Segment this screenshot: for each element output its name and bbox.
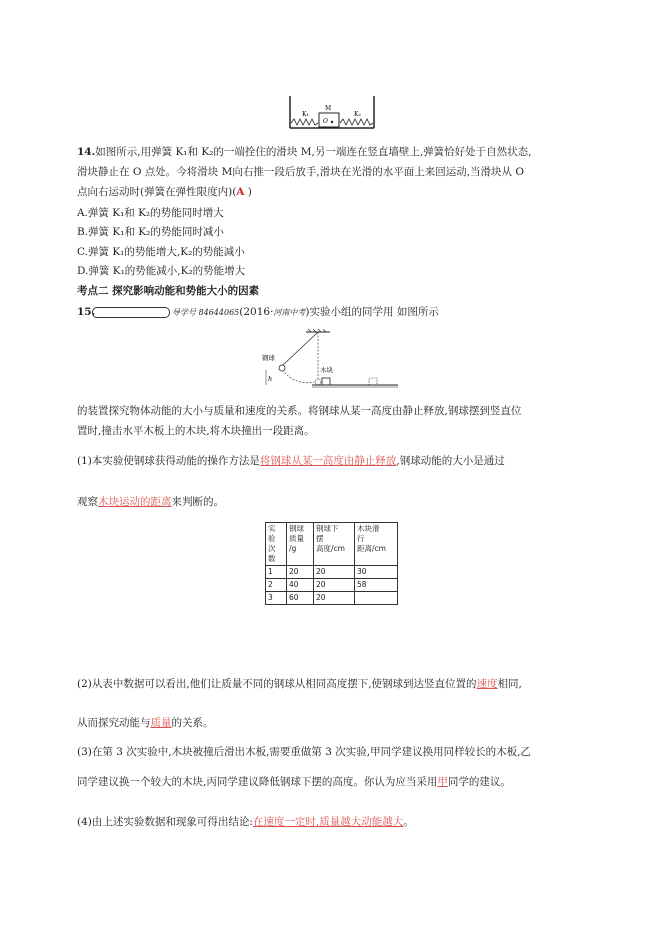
q14-text1: 如图所示,用弹簧 K₁和 K₂的一端拴住的滑块 M,另一端连在竖直墙壁上,弹簧恰好处于自然状态, (95, 146, 532, 158)
p4-pre: (4)由上述实验数据和现象可得出结论: (77, 816, 253, 828)
cell: 40 (287, 579, 314, 592)
height-label: h (268, 375, 273, 383)
p1-pre: (1)本实验使钢球获得动能的操作方法是 (77, 455, 260, 467)
q14-option-d: D.弹簧 K₁的势能减小,K₂的势能增大 (77, 265, 246, 277)
cell: 1 (266, 566, 287, 579)
table-row (266, 579, 398, 592)
p3-post: 同学的建议。 (447, 776, 511, 788)
q14-text3: 点向右运动时(弹簧在弹性限度内)( (77, 186, 237, 198)
q14-line1 (77, 145, 532, 159)
table-header-row (266, 523, 398, 566)
experiment-table (265, 522, 398, 605)
m-label: M (325, 105, 332, 112)
q15-desc1: 的装置探究物体动能的大小与质量和速度的关系。将钢球从某一高度由静止释放,钢球摆到竖直位 (77, 405, 522, 417)
q15-part4 (77, 815, 414, 829)
section-heading: 考点二 探究影响动能和势能大小的因素 (77, 285, 260, 297)
spring-slider-figure (288, 92, 376, 132)
cell: 30 (355, 566, 398, 579)
p2-answer-2: 质量 (150, 717, 172, 729)
p1-mid: ,钢球动能的大小是通过 (396, 455, 505, 467)
cell: 3 (266, 592, 287, 605)
q14-line2: 滑块静止在 O 点处。今将滑块 M向右推一段后放手,滑块在光滑的水平面上来回运动,当滑块从 O (77, 166, 524, 178)
q15-tag: 导学号 84644065 (172, 308, 240, 317)
q14-option-b: B.弹簧 K₁和 K₂的势能同时减小 (77, 226, 224, 238)
header-mass: 钢球 质量 /g (287, 523, 314, 566)
q15-part1-line1 (77, 454, 505, 468)
cell (355, 592, 398, 605)
q14-text3-end: ) (244, 186, 252, 198)
block-label: 木块 (320, 366, 333, 374)
q14-line3 (77, 185, 252, 199)
k2-label: K₂ (354, 111, 361, 118)
cell: 60 (287, 592, 314, 605)
cell: 58 (355, 579, 398, 592)
p1b-pre: 观察 (77, 496, 98, 508)
p2b-post: 的关系。 (171, 717, 214, 729)
cell: 20 (314, 579, 355, 592)
q15-lead (172, 305, 439, 320)
q14-option-a: A.弹簧 K₁和 K₂的势能同时增大 (77, 207, 224, 219)
q15-lead-pre: (2016· (239, 306, 274, 318)
q14-answer: A (236, 186, 245, 198)
pendulum-figure (262, 328, 400, 390)
q15-blank-box (92, 307, 170, 318)
cell: 20 (314, 566, 355, 579)
p3-pre: 同学建议换一个较大的木块,丙同学建议降低钢球下摆的高度。你认为应当采用 (77, 776, 438, 788)
q15-part1-line2 (77, 495, 224, 509)
p1-answer-2: 木块运动的距离 (98, 496, 172, 508)
p2-post: 相同, (497, 678, 522, 690)
p1b-post: 来判断的。 (171, 496, 224, 508)
header-trial: 实 验 次 数 (266, 523, 287, 566)
q15-lead-post: )实验小组的同学用 如图所示 (305, 306, 439, 318)
cell: 20 (314, 592, 355, 605)
q15-number: 15. (77, 306, 96, 318)
k1-label: K₁ (302, 111, 309, 118)
o-label: O (323, 118, 328, 125)
header-distance: 木块滑 行 距离/cm (355, 523, 398, 566)
q14-number: 14. (77, 146, 96, 158)
q14-option-c: C.弹簧 K₁的势能增大,K₂的势能减小 (77, 246, 245, 258)
q15-part3-line1: (3)在第 3 次实验中,木块被撞后滑出木板,需要重做第 3 次实验,甲同学建议换用同样较长的木板,乙 (77, 746, 531, 758)
q15-desc2: 置时,撞击水平木板上的木块,将木块撞出一段距离。 (77, 425, 315, 437)
cell: 2 (266, 579, 287, 592)
q15-part2-line2 (77, 716, 214, 730)
ball-label: 钢球 (262, 354, 275, 362)
cell: 20 (287, 566, 314, 579)
table-row (266, 592, 398, 605)
p4-answer: 在速度一定时,质量越大动能越大 (252, 816, 404, 828)
table-row (266, 566, 398, 579)
p4-post: 。 (403, 816, 414, 828)
q15-part2-line1 (77, 677, 522, 691)
q15-part3-line2 (77, 775, 511, 789)
p1-answer-1: 将钢球从某一高度由静止释放 (259, 455, 397, 467)
p2b-pre: 从而探究动能与 (77, 717, 151, 729)
header-height: 钢球下 摆 高度/cm (314, 523, 355, 566)
p3-answer: 甲 (437, 776, 448, 788)
p2-answer-1: 速度 (476, 678, 498, 690)
q15-source: 河南中考 (273, 308, 306, 317)
p2-pre: (2)从表中数据可以看出,他们让质量不同的钢球从相同高度摆下,使钢球到达竖直位置的 (77, 678, 477, 690)
